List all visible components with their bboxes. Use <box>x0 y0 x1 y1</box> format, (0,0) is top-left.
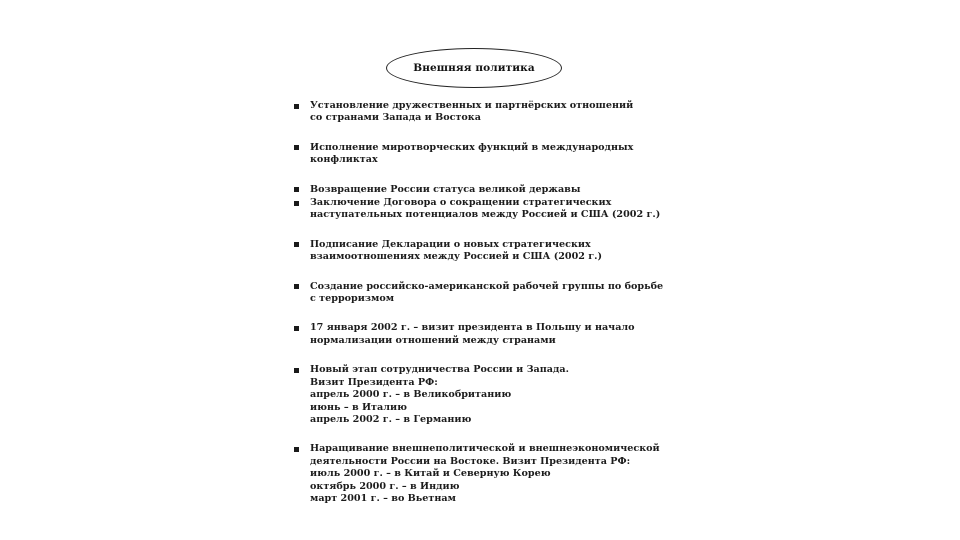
list-item-line: март 2001 г. – во Вьетнам <box>310 492 456 504</box>
list-item-line: октябрь 2000 г. – в Индию <box>310 480 460 492</box>
bullet-list <box>294 100 674 505</box>
list-item-line: Визит Президента РФ: <box>310 376 438 388</box>
square-bullet-icon <box>294 284 299 289</box>
list-item-line: Установление дружественных и партнёрских отношений <box>310 100 634 111</box>
square-bullet-icon <box>294 104 299 109</box>
list-item-line: 17 января 2002 г. – визит президента в Польшу и начало <box>310 322 635 334</box>
list-item-line: Наращивание внешнеполитической и внешнеэкономической <box>310 443 660 455</box>
list-item-line: конфликтах <box>310 154 378 166</box>
square-bullet-icon <box>294 145 299 150</box>
list-item <box>294 100 674 125</box>
list-item-line: нормализации отношений между странами <box>310 334 556 346</box>
page-title: Внешняя политика <box>413 62 535 74</box>
list-item-line: апрель 2000 г. – в Великобританию <box>310 389 512 401</box>
list-item-line: Создание российско-американской рабочей группы по борьбе <box>310 280 664 292</box>
list-item <box>294 322 674 347</box>
list-item-line: взаимоотношениях между Россией и США (2002 г.) <box>310 251 603 263</box>
list-item-line: июнь – в Италию <box>310 401 407 413</box>
list-item-line: Заключение Договора о сокращении стратегических <box>310 197 612 209</box>
list-item <box>294 281 674 306</box>
list-item-line: деятельности России на Востоке. Визит Президента РФ: <box>310 455 631 467</box>
list-item <box>294 364 674 426</box>
list-item-line: с терроризмом <box>310 293 395 305</box>
list-item-line: Подписание Декларации о новых стратегических <box>310 238 591 250</box>
list-item-line: Исполнение миротворческих функций в международных <box>310 141 634 153</box>
list-item <box>294 239 674 264</box>
list-item-line: июль 2000 г. – в Китай и Северную Корею <box>310 468 551 480</box>
list-item-line: со странами Запада и Востока <box>310 112 481 124</box>
list-item <box>294 197 674 222</box>
list-item-line: апрель 2002 г. – в Германию <box>310 413 472 425</box>
list-item <box>294 184 674 196</box>
list-item <box>294 443 674 505</box>
square-bullet-icon <box>294 242 299 247</box>
list-item <box>294 142 674 167</box>
list-item-line: Новый этап сотрудничества России и Запада. <box>310 364 569 376</box>
square-bullet-icon <box>294 368 299 373</box>
list-item-line: Возвращение России статуса великой державы <box>310 183 581 195</box>
list-item-line: наступательных потенциалов между Россией и США (2002 г.) <box>310 209 661 221</box>
title-oval <box>386 48 562 88</box>
square-bullet-icon <box>294 447 299 452</box>
square-bullet-icon <box>294 187 299 192</box>
square-bullet-icon <box>294 201 299 206</box>
square-bullet-icon <box>294 326 299 331</box>
